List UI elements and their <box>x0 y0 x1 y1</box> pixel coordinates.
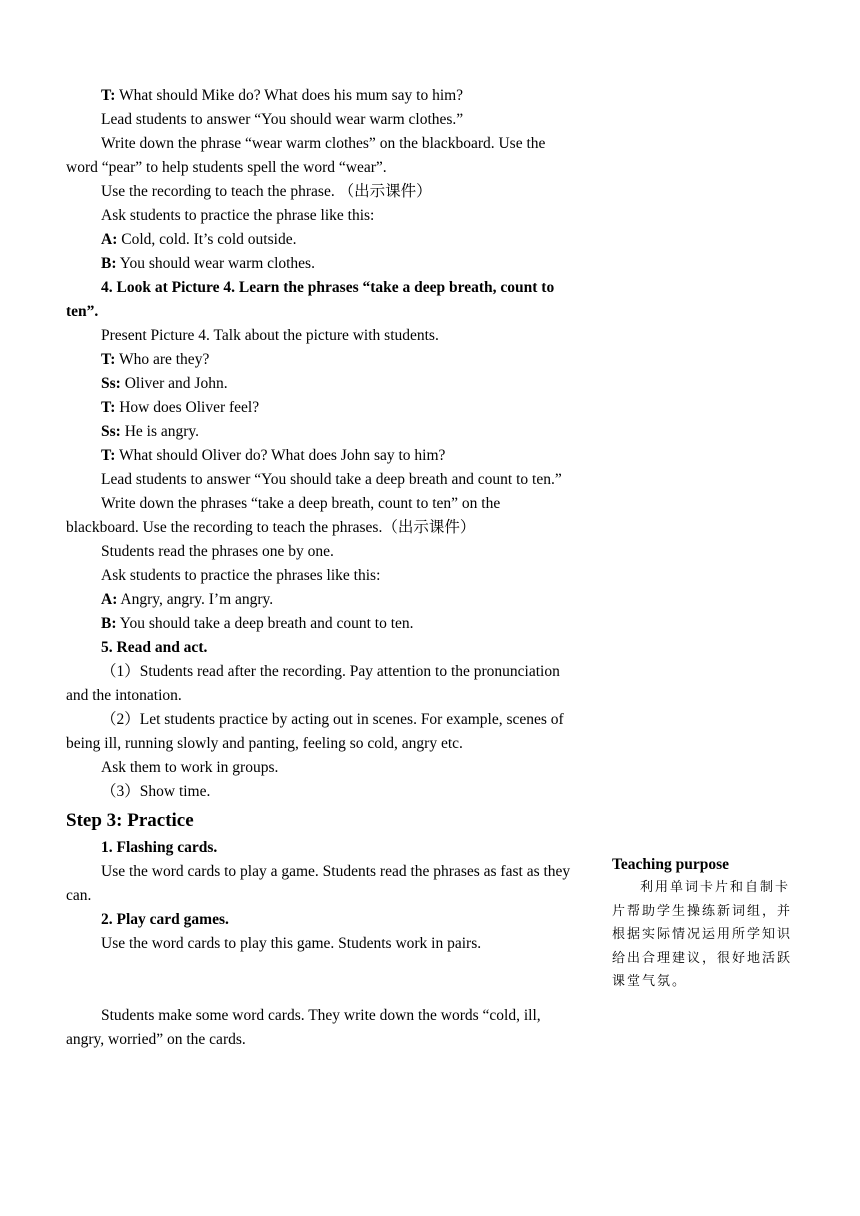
speaker-label: Ss: <box>101 375 121 392</box>
dialog-text: You should wear warm clothes. <box>116 255 315 272</box>
dialog-text: Cold, cold. It’s cold outside. <box>117 231 297 248</box>
paragraph: （3）Show time. <box>101 783 211 800</box>
dialog-text: Oliver and John. <box>120 375 228 392</box>
teaching-purpose-note <box>612 854 794 994</box>
dialog-line <box>66 420 576 444</box>
paragraph: Ask students to practice the phrases like this: <box>101 567 381 584</box>
speaker-label: T: <box>101 447 116 464</box>
dialog-line <box>66 252 576 276</box>
dialog-text: What should Mike do? What does his mum say to him? <box>115 87 464 104</box>
step-heading: Step 3: Practice <box>66 810 194 831</box>
note-title: Teaching purpose <box>612 856 729 873</box>
section-heading: 1. Flashing cards. <box>101 839 218 856</box>
paragraph: Use the recording to teach the phrase. （出示课件） <box>101 183 432 200</box>
speaker-label: T: <box>101 399 116 416</box>
paragraph: Write down the phrase “wear warm clothes” on the blackboard. Use the word “pear” to help students spell the word “wear”. <box>66 135 546 176</box>
paragraph: Write down the phrases “take a deep breath, count to ten” on the blackboard. Use the recording to teach the phrases.（出示课件） <box>66 495 501 536</box>
section-heading: 2. Play card games. <box>101 911 229 928</box>
speaker-label: B: <box>101 615 117 632</box>
paragraph: Ask students to practice the phrase like this: <box>101 207 375 224</box>
paragraph: （1）Students read after the recording. Pay attention to the pronunciation and the intonation. <box>66 663 560 704</box>
dialog-line <box>66 588 576 612</box>
section-heading: 5. Read and act. <box>101 639 208 656</box>
speaker-label: A: <box>101 591 118 608</box>
note-body: 利用单词卡片和自制卡片帮助学生操练新词组，并根据实际情况运用所学知识给出合理建议，很好地活跃课堂气氛。 <box>612 880 793 989</box>
section-heading: 4. Look at Picture 4. Learn the phrases “take a deep breath, count to ten”. <box>66 279 555 320</box>
dialog-line <box>66 444 576 468</box>
dialog-text: What should Oliver do? What does John say to him? <box>115 447 446 464</box>
dialog-line <box>66 372 576 396</box>
paragraph: Ask them to work in groups. <box>101 759 279 776</box>
paragraph: Lead students to answer “You should wear warm clothes.” <box>101 111 464 128</box>
paragraph: Use the word cards to play this game. Students work in pairs. <box>101 935 482 952</box>
speaker-label: T: <box>101 87 116 104</box>
dialog-text: How does Oliver feel? <box>115 399 260 416</box>
paragraph: Lead students to answer “You should take a deep breath and count to ten.” <box>101 471 562 488</box>
paragraph: Use the word cards to play a game. Students read the phrases as fast as they can. <box>66 863 571 904</box>
paragraph: Students read the phrases one by one. <box>101 543 334 560</box>
dialog-text: Angry, angry. I’m angry. <box>117 591 274 608</box>
lesson-text <box>66 84 576 1052</box>
dialog-text: You should take a deep breath and count to ten. <box>116 615 414 632</box>
speaker-label: T: <box>101 351 116 368</box>
dialog-line <box>66 348 576 372</box>
speaker-label: Ss: <box>101 423 121 440</box>
speaker-label: A: <box>101 231 118 248</box>
paragraph: （2）Let students practice by acting out in scenes. For example, scenes of being ill, running slowly and panting, feeling so cold, angry etc. <box>66 711 564 752</box>
speaker-label: B: <box>101 255 117 272</box>
dialog-text: He is angry. <box>120 423 200 440</box>
dialog-line <box>66 396 576 420</box>
paragraph: Present Picture 4. Talk about the picture with students. <box>101 327 439 344</box>
spacer <box>66 956 576 1004</box>
dialog-line <box>66 612 576 636</box>
paragraph: Students make some word cards. They write down the words “cold, ill, angry, worried” on the cards. <box>66 1007 541 1048</box>
dialog-line <box>66 228 576 252</box>
dialog-text: Who are they? <box>115 351 210 368</box>
dialog-line <box>66 84 576 108</box>
